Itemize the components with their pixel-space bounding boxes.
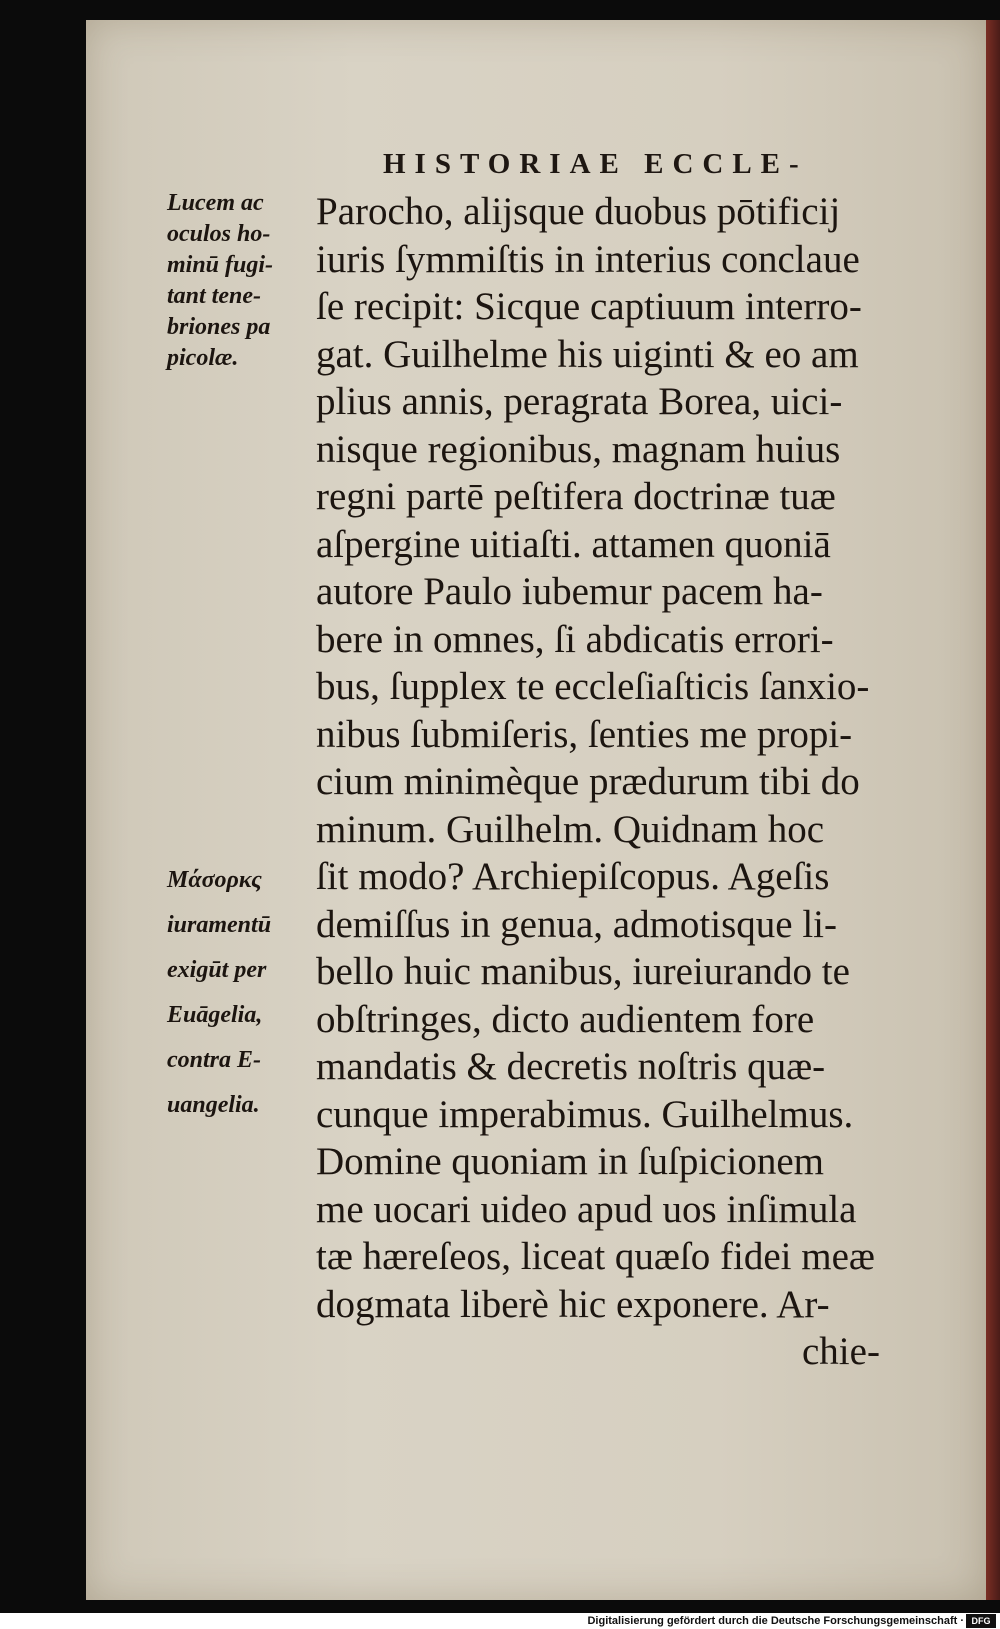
- text-line: autore Paulo iubemur pacem ha-: [316, 570, 823, 613]
- text-line: minum. Guilhelm. Quidnam hoc: [316, 807, 825, 851]
- text-line: mandatis & decretis noſtris quæ-: [316, 1045, 826, 1088]
- page-edge: [986, 20, 1000, 1600]
- text-line: ſit modo? Archiepiſcopus. Ageſis: [316, 855, 830, 898]
- text-line: regni partē peſtifera doctrinæ tuæ: [316, 475, 836, 518]
- text-line: dogmata liberè hic exponere. Ar-: [316, 1282, 830, 1326]
- text-line: bello huic manibus, iureiurando te: [316, 950, 850, 993]
- marginal-note-2: [167, 858, 271, 1128]
- marginal-note-1: [167, 188, 273, 374]
- marginal-line: exigūt per: [167, 957, 267, 983]
- text-line: demiſſus in genua, admotisque li-: [316, 902, 837, 946]
- marginal-line: briones pa: [167, 314, 271, 340]
- running-header: HISTORIAE ECCLE-: [383, 148, 808, 180]
- text-line: obſtringes, dicto audientem fore: [316, 997, 815, 1041]
- text-line: bus, ſupplex te eccleſiaſticis ſanxio-: [316, 665, 870, 708]
- catchword: chie-: [802, 1330, 880, 1373]
- text-line: nibus ſubmiſeris, ſenties me propi-: [316, 712, 853, 756]
- marginal-line: Μάσορκς: [167, 867, 262, 893]
- marginal-line: minū fugi-: [167, 252, 274, 278]
- dfg-logo: DFG: [966, 1614, 996, 1628]
- text-line: Parocho, alijsque duobus pōtificij: [316, 190, 841, 233]
- marginal-line: iuramentū: [167, 912, 272, 938]
- text-line: cunque imperabimus. Guilhelmus.: [316, 1092, 854, 1136]
- marginal-line: Lucem ac: [167, 190, 264, 216]
- text-line: aſpergine uitiaſti. attamen quoniā: [316, 522, 831, 566]
- marginal-line: contra E-: [167, 1047, 262, 1073]
- marginal-line: uangelia.: [167, 1092, 260, 1118]
- text-line: cium minimèque prædurum tibi do: [316, 760, 860, 803]
- text-line: nisque regionibus, magnam huius: [316, 427, 841, 471]
- marginal-line: oculos ho-: [167, 221, 271, 247]
- marginal-line: picolæ.: [167, 345, 239, 371]
- text-line: gat. Guilhelme his uiginti & eo am: [316, 332, 859, 376]
- text-line: me uocari uideo apud uos inſimula: [316, 1187, 857, 1231]
- body-text: [316, 188, 880, 1376]
- text-line: ſe recipit: Sicque captiuum interro-: [316, 285, 862, 328]
- marginal-line: tant tene-: [167, 283, 261, 309]
- text-line: Domine quoniam in ſuſpicionem: [316, 1140, 825, 1183]
- text-line: plius annis, peragrata Borea, uici-: [316, 380, 843, 423]
- funding-notice: Digitalisierung gefördert durch die Deutsche Forschungsgemeinschaft ·: [587, 1615, 964, 1627]
- marginal-line: Euāgelia,: [167, 1002, 263, 1028]
- text-line: tæ hæreſeos, liceat quæſo fidei meæ: [316, 1235, 875, 1278]
- text-line: bere in omnes, ſi abdicatis errori-: [316, 617, 834, 661]
- text-line: iuris ſymmiſtis in interius conclaue: [316, 237, 860, 281]
